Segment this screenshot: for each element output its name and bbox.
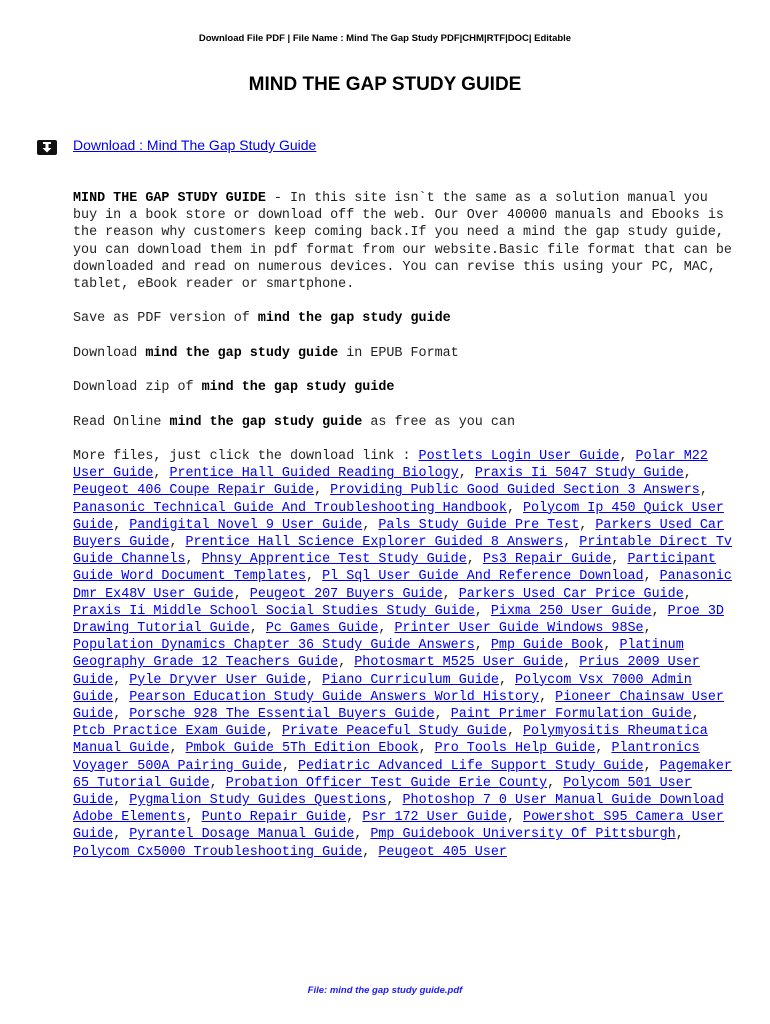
- download-link[interactable]: Download : Mind The Gap Study Guide: [73, 137, 317, 153]
- link-separator: ,: [281, 758, 299, 774]
- zip-line: [73, 379, 733, 396]
- more-files-link[interactable]: Prentice Hall Science Explorer Guided 8 Answers: [185, 534, 564, 550]
- link-separator: ,: [113, 672, 130, 688]
- link-separator: ,: [498, 672, 516, 688]
- intro-text: - In this site isn`t the same as a solution manual you buy in a book store or download off the web. Our Over 40000 manuals and Ebooks is the reason why customers keep coming back.If you need a mind the gap study guide, you can download them in pdf format from our website.Basic file format that can be downloaded and read on numerous devices. You can revise this using your PC, MAC, tablet, eBook reader or smartphone.: [73, 191, 732, 293]
- epub-pre: Download: [73, 345, 146, 361]
- more-files-link[interactable]: Polymyositis Rheumatica Manual Guide: [73, 724, 708, 757]
- more-files-link[interactable]: Pearson Education Study Guide Answers World History: [129, 689, 540, 705]
- link-separator: ,: [185, 810, 202, 826]
- link-separator: ,: [579, 517, 596, 533]
- epub-post: in EPUB Format: [338, 345, 459, 361]
- link-separator: ,: [563, 534, 580, 550]
- link-separator: ,: [113, 517, 130, 533]
- link-separator: ,: [169, 534, 186, 550]
- more-files-link[interactable]: Pediatric Advanced Life Support Study Guide: [298, 758, 644, 774]
- more-files-link[interactable]: Pro Tools Help Guide: [434, 741, 596, 757]
- more-files-link[interactable]: Pmbok Guide 5Th Edition Ebook: [185, 741, 419, 757]
- online-bold: mind the gap study guide: [169, 414, 363, 430]
- page-header: Download File PDF | File Name : Mind The Gap Study PDF|CHM|RTF|DOC| Editable: [198, 33, 572, 44]
- link-separator: ,: [643, 621, 652, 636]
- more-files-link[interactable]: Piano Curriculum Guide: [322, 672, 499, 688]
- more-files-link[interactable]: Pioneer Chainsaw User Guide: [73, 689, 724, 723]
- more-files-link[interactable]: Plantronics Voyager 500A Pairing Guide: [73, 741, 700, 774]
- link-separator: ,: [539, 689, 556, 705]
- more-files-link[interactable]: Photoshop 7 0 User Manual Guide Download Adobe Elements: [73, 793, 724, 826]
- more-files-link[interactable]: Polycom Cx5000 Troubleshooting Guide: [73, 844, 363, 860]
- intro-paragraph: [73, 190, 733, 293]
- online-pre: Read Online: [73, 414, 170, 430]
- more-files-link[interactable]: Pixma 250 User Guide: [490, 603, 652, 619]
- more-files-link[interactable]: Pyrantel Dosage Manual Guide: [129, 827, 355, 843]
- more-files-link[interactable]: Postlets Login User Guide: [418, 448, 620, 464]
- link-separator: ,: [643, 569, 660, 585]
- more-files-link[interactable]: Phnsy Apprentice Test Study Guide: [201, 552, 467, 568]
- more-files-link[interactable]: Prentice Hall Guided Reading Biology: [169, 466, 459, 482]
- save-pre: Save as PDF version of: [73, 311, 258, 327]
- intro-bold: MIND THE GAP STUDY GUIDE: [73, 191, 266, 206]
- more-files-link[interactable]: Porsche 928 The Essential Buyers Guide: [129, 707, 435, 723]
- link-separator: ,: [185, 552, 202, 568]
- zip-bold: mind the gap study guide: [201, 380, 395, 396]
- epub-bold: mind the gap study guide: [145, 345, 339, 361]
- more-files-links: [73, 449, 732, 860]
- more-files-link[interactable]: Panasonic Technical Guide And Troubleshooting Handbook: [73, 500, 507, 516]
- more-files-link[interactable]: Polycom 501 User Guide: [73, 775, 692, 809]
- save-pdf-line: [73, 310, 733, 327]
- more-files-link[interactable]: Pmp Guide Book: [490, 638, 604, 654]
- link-separator: ,: [506, 500, 524, 516]
- more-files-link[interactable]: Probation Officer Test Guide Erie County: [225, 775, 548, 791]
- link-separator: ,: [113, 707, 130, 723]
- link-separator: ,: [113, 793, 130, 809]
- link-separator: ,: [595, 741, 612, 757]
- link-separator: ,: [442, 586, 459, 602]
- link-separator: ,: [506, 810, 524, 826]
- link-separator: ,: [362, 517, 379, 533]
- link-separator: ,: [306, 569, 323, 585]
- more-files-link[interactable]: Pagemaker 65 Tutorial Guide: [73, 758, 732, 791]
- link-separator: ,: [314, 483, 331, 499]
- online-post: as free as you can: [362, 414, 515, 430]
- more-files-link[interactable]: Photosmart M525 User Guide: [354, 655, 564, 671]
- document-body: [73, 190, 733, 878]
- more-files-link[interactable]: Polycom Ip 450 Quick User Guide: [73, 500, 724, 533]
- link-separator: ,: [691, 707, 700, 723]
- save-bold: mind the gap study guide: [257, 311, 451, 327]
- link-separator: ,: [474, 638, 491, 654]
- link-separator: ,: [611, 552, 628, 568]
- download-icon[interactable]: [37, 140, 57, 155]
- more-files-link[interactable]: Parkers Used Car Buyers Guide: [73, 517, 724, 550]
- more-files-link[interactable]: Pyle Dryver User Guide: [129, 672, 307, 688]
- more-files-link[interactable]: Polar M22 User Guide: [73, 448, 708, 482]
- link-separator: ,: [547, 775, 564, 791]
- page-footer: File: mind the gap study guide.pdf: [307, 985, 463, 996]
- link-separator: ,: [362, 844, 379, 860]
- more-files-link[interactable]: Proe 3D Drawing Tutorial Guide: [73, 603, 724, 636]
- more-files-intro: More files, just click the download link :: [73, 448, 419, 464]
- link-separator: ,: [418, 741, 435, 757]
- link-separator: ,: [474, 603, 491, 619]
- more-files-link[interactable]: Population Dynamics Chapter 36 Study Guide Answers: [73, 638, 475, 654]
- more-files-link[interactable]: Pl Sql User Guide And Reference Download: [322, 569, 644, 585]
- link-separator: ,: [354, 827, 371, 843]
- more-files-link[interactable]: Parkers Used Car Price Guide: [458, 586, 684, 602]
- epub-line: [73, 345, 733, 362]
- more-files-link[interactable]: Private Peaceful Study Guide: [281, 724, 507, 740]
- link-separator: ,: [563, 655, 580, 671]
- more-files-link[interactable]: Printer User Guide Windows 98Se: [394, 621, 644, 636]
- link-separator: ,: [683, 466, 692, 482]
- link-separator: ,: [265, 724, 282, 740]
- link-separator: ,: [209, 775, 226, 791]
- link-separator: ,: [169, 741, 186, 757]
- more-files-link[interactable]: Pmp Guidebook University Of Pittsburgh: [370, 827, 676, 843]
- link-separator: ,: [683, 586, 692, 602]
- link-separator: ,: [699, 483, 708, 499]
- link-separator: ,: [643, 758, 660, 774]
- link-separator: ,: [603, 638, 620, 654]
- more-files-link[interactable]: Polycom Vsx 7000 Admin Guide: [73, 672, 692, 705]
- more-files-link[interactable]: Punto Repair Guide: [201, 810, 347, 826]
- link-separator: ,: [249, 621, 266, 636]
- link-separator: ,: [458, 466, 475, 482]
- more-files-link[interactable]: Platinum Geography Grade 12 Teachers Guide: [73, 638, 684, 671]
- link-separator: ,: [466, 552, 483, 568]
- more-files-link[interactable]: Powershot S95 Camera User Guide: [73, 810, 724, 843]
- more-files-link[interactable]: Participant Guide Word Document Templates: [73, 552, 716, 585]
- link-separator: ,: [153, 466, 170, 482]
- more-files-link[interactable]: Pc Games Guide: [265, 621, 379, 636]
- link-separator: ,: [306, 672, 323, 688]
- more-files: [73, 448, 733, 861]
- zip-pre: Download zip of: [73, 380, 202, 396]
- more-files-link[interactable]: Peugeot 405 User: [378, 844, 507, 860]
- more-files-link[interactable]: Ps3 Repair Guide: [482, 552, 612, 568]
- link-separator: ,: [434, 707, 451, 723]
- more-files-link[interactable]: Peugeot 406 Coupe Repair Guide: [73, 483, 315, 499]
- link-separator: ,: [386, 793, 403, 809]
- link-separator: ,: [233, 586, 250, 602]
- link-separator: ,: [506, 724, 524, 740]
- more-files-link[interactable]: Psr 172 User Guide: [362, 810, 507, 826]
- more-files-link[interactable]: Providing Public Good Guided Section 3 Answers: [330, 483, 700, 499]
- more-files-link[interactable]: Peugeot 207 Buyers Guide: [249, 586, 443, 602]
- more-files-link[interactable]: Pandigital Novel 9 User Guide: [129, 517, 363, 533]
- link-separator: ,: [675, 827, 684, 843]
- more-files-link[interactable]: Pygmalion Study Guides Questions: [129, 793, 387, 809]
- link-separator: ,: [619, 448, 636, 464]
- more-files-link[interactable]: Prius 2009 User Guide: [73, 655, 700, 688]
- link-separator: ,: [651, 603, 668, 619]
- link-separator: ,: [338, 655, 355, 671]
- more-files-link[interactable]: Printable Direct Tv Guide Channels: [73, 534, 732, 568]
- more-files-link[interactable]: Ptcb Practice Exam Guide: [73, 724, 266, 740]
- link-separator: ,: [113, 827, 130, 843]
- page-title: MIND THE GAP STUDY GUIDE: [248, 74, 522, 95]
- link-separator: ,: [113, 689, 130, 705]
- link-separator: ,: [378, 621, 395, 636]
- more-files-link[interactable]: Pals Study Guide Pre Test: [378, 517, 580, 533]
- more-files-link[interactable]: Praxis Ii 5047 Study Guide: [474, 466, 684, 482]
- read-online-line: [73, 414, 733, 431]
- more-files-link[interactable]: Panasonic Dmr Ex48V User Guide: [73, 569, 732, 602]
- link-separator: ,: [346, 810, 363, 826]
- more-files-link[interactable]: Praxis Ii Middle School Social Studies Study Guide: [73, 603, 475, 619]
- more-files-link[interactable]: Paint Primer Formulation Guide: [450, 707, 692, 723]
